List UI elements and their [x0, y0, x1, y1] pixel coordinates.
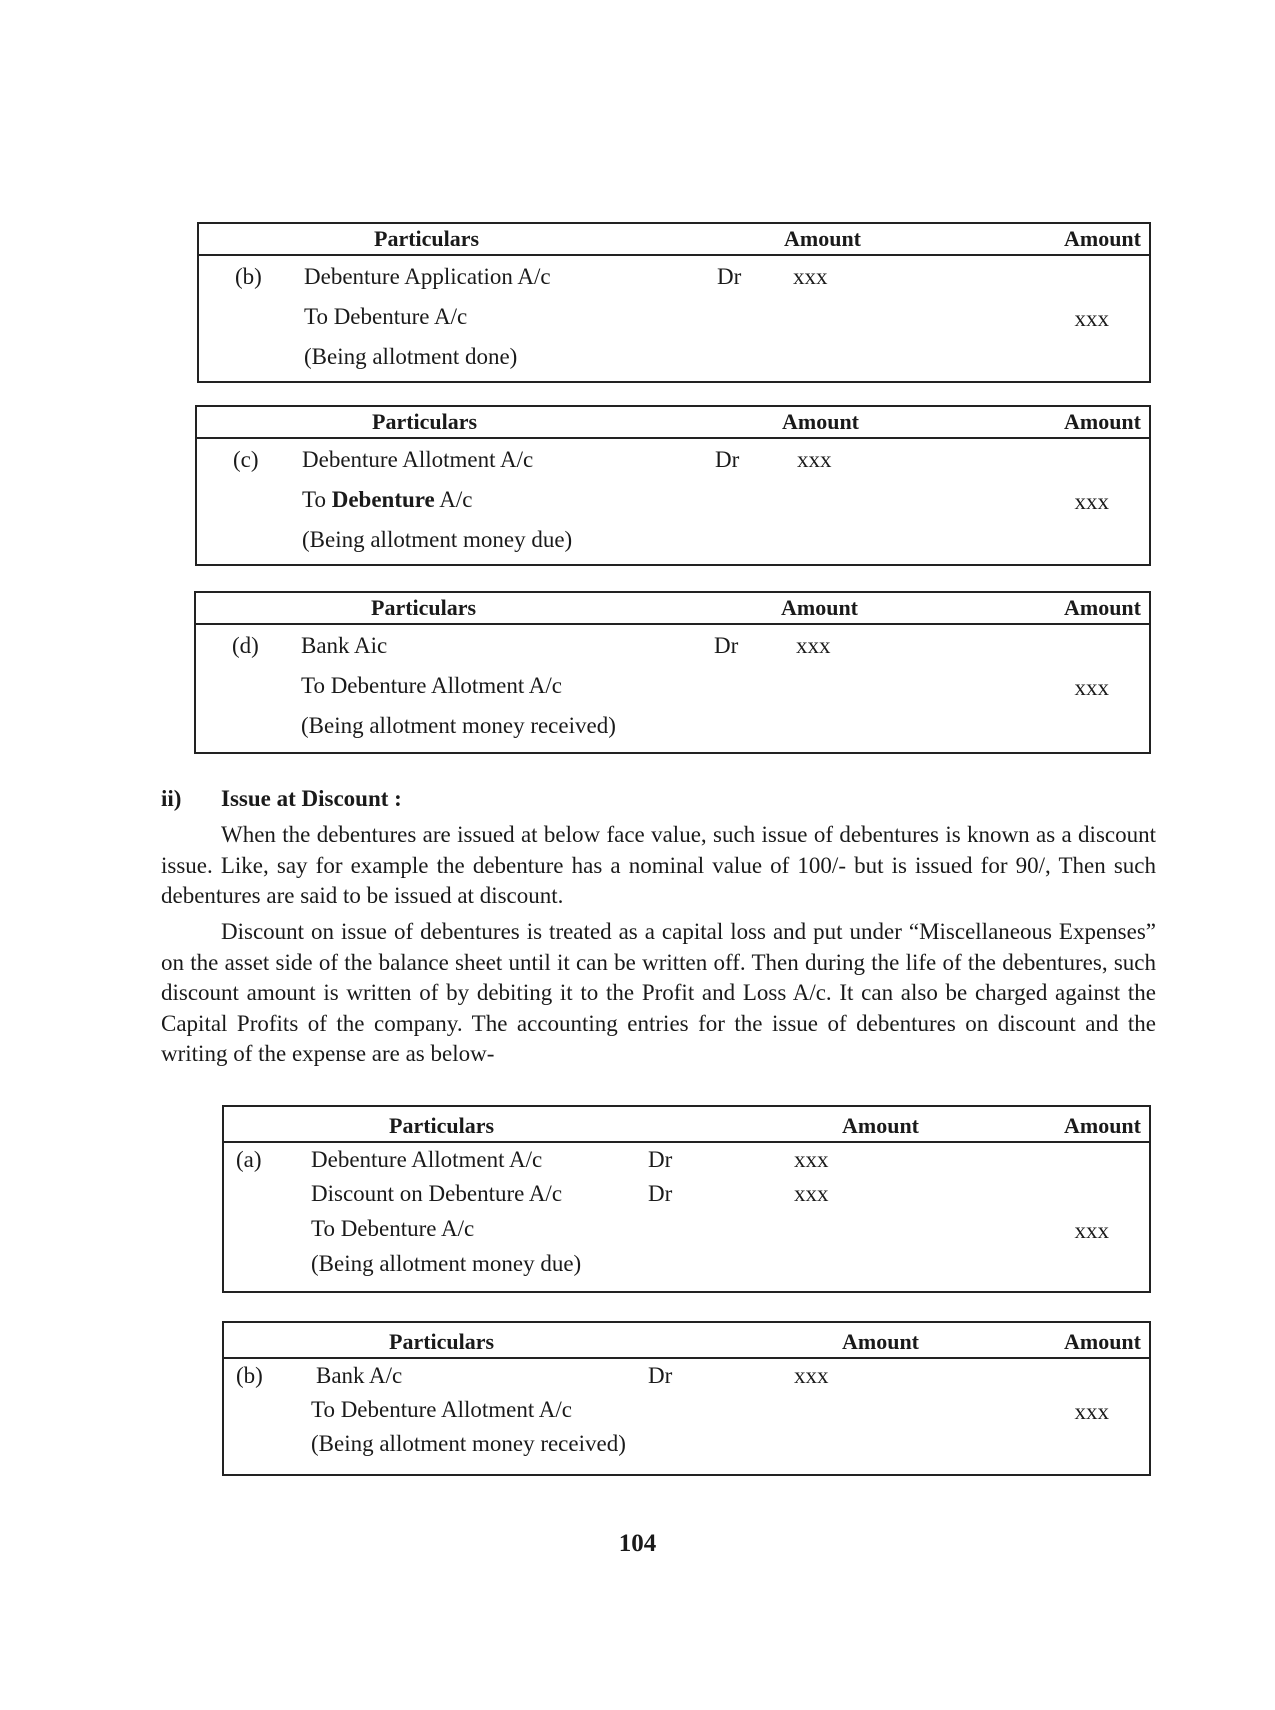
entry-label: (c) [233, 447, 259, 472]
entry-debit-account: Debenture Application A/c [304, 264, 551, 289]
table-header [199, 224, 1149, 256]
section-heading [161, 786, 402, 812]
entry-debit-amount: xxx [793, 264, 828, 289]
entry-credit-amount: xxx [1074, 306, 1109, 331]
entry-narration: (Being allotment money due) [302, 527, 573, 552]
entry-narration: (Being allotment money due) [311, 1251, 582, 1276]
table-header [196, 593, 1149, 625]
header-amount-debit: Amount [784, 226, 862, 251]
entry-dr-marker: Dr [648, 1181, 673, 1206]
journal-row [197, 523, 1149, 563]
entry-debit-amount: xxx [796, 633, 831, 658]
header-amount-debit: Amount [842, 1329, 920, 1354]
entry-credit-amount: xxx [1074, 675, 1109, 700]
header-particulars: Particulars [389, 1329, 495, 1354]
journal-row [197, 439, 1149, 481]
table-header [197, 407, 1149, 439]
entry-credit-account: To Debenture Allotment A/c [301, 673, 562, 698]
entry-narration: (Being allotment money received) [311, 1431, 626, 1456]
journal-row [196, 625, 1149, 667]
entry-debit-amount: xxx [794, 1181, 829, 1206]
entry-debit-account: Debenture Allotment A/c [302, 447, 534, 472]
journal-row [224, 1395, 1149, 1431]
entry-narration: (Being allotment money received) [301, 713, 616, 738]
header-amount-credit: Amount [1063, 595, 1141, 620]
credit-prefix: To [302, 487, 332, 512]
journal-table-c [195, 405, 1151, 566]
entry-credit-account: To Debenture Allotment A/c [311, 1397, 572, 1422]
header-particulars: Particulars [374, 226, 480, 251]
entry-dr-marker: Dr [648, 1147, 673, 1172]
entry-debit-account: Debenture Allotment A/c [311, 1147, 543, 1172]
journal-row [224, 1359, 1149, 1395]
journal-table-discount-b [222, 1321, 1151, 1476]
paragraph-2: Discount on issue of debentures is treated as a capital loss and put under “Miscellaneous Expenses” on the asset side of the balance sheet until it can be written off. Then during the life of the debentures, such discount amount is written of by debiting it to the Profit and Loss A/c. It can also be charged against the Capital Profits of the company. The accounting entries for the issue of debentures on discount and the writing of the expense are as below- [161, 919, 1156, 1066]
header-particulars: Particulars [389, 1113, 495, 1138]
entry-label: (a) [236, 1147, 262, 1172]
entry-debit-amount: xxx [794, 1363, 829, 1388]
entry-label: (b) [236, 1363, 263, 1388]
journal-table-discount-a [222, 1105, 1151, 1293]
journal-row [199, 256, 1149, 298]
header-amount-credit: Amount [1063, 1113, 1141, 1138]
header-particulars: Particulars [371, 595, 477, 620]
entry-label: (d) [232, 633, 259, 658]
entry-debit-account: Discount on Debenture A/c [311, 1181, 563, 1206]
header-amount-credit: Amount [1063, 1329, 1141, 1354]
journal-row [199, 340, 1149, 380]
section-title: Issue at Discount : [221, 786, 402, 811]
table-header [224, 1323, 1149, 1359]
page-number: 104 [618, 1530, 657, 1557]
entry-credit-amount: xxx [1074, 1399, 1109, 1424]
entry-label: (b) [235, 264, 262, 289]
entry-credit-amount: xxx [1074, 1218, 1109, 1243]
journal-table-d [194, 591, 1151, 754]
journal-row [224, 1251, 1149, 1287]
header-amount-debit: Amount [782, 409, 860, 434]
entry-debit-amount: xxx [794, 1147, 829, 1172]
entry-narration: (Being allotment done) [304, 344, 518, 369]
paragraph-1: When the debentures are issued at below face value, such issue of debentures is known as a discount issue. Like, say for example the debenture has a nominal value of 100/- but is issued for 90/, Then such debentures are said to be issued at discount. [161, 822, 1156, 908]
journal-row [224, 1143, 1149, 1179]
journal-row [224, 1215, 1149, 1251]
header-amount-credit: Amount [1063, 226, 1141, 251]
entry-credit-account: To Debenture A/c [304, 304, 468, 329]
entry-credit-account: To Debenture A/c [311, 1216, 475, 1241]
journal-row [196, 709, 1149, 751]
journal-row [224, 1179, 1149, 1215]
entry-dr-marker: Dr [715, 447, 740, 472]
journal-table-b [197, 222, 1151, 383]
journal-row [197, 481, 1149, 523]
entry-debit-account: Bank Aic [301, 633, 388, 658]
section-number: ii) [161, 786, 182, 811]
entry-dr-marker: Dr [648, 1363, 673, 1388]
entry-debit-account: Bank A/c [316, 1363, 403, 1388]
entry-credit-account [302, 487, 472, 513]
credit-account-bold: Debenture [331, 487, 435, 512]
journal-row [199, 298, 1149, 340]
journal-row [224, 1431, 1149, 1467]
header-amount-debit: Amount [842, 1113, 920, 1138]
entry-credit-amount: xxx [1074, 489, 1109, 514]
table-header [224, 1107, 1149, 1143]
entry-dr-marker: Dr [717, 264, 742, 289]
header-amount-credit: Amount [1063, 409, 1141, 434]
credit-suffix: A/c [434, 487, 473, 512]
entry-dr-marker: Dr [714, 633, 739, 658]
header-particulars: Particulars [372, 409, 478, 434]
journal-row [196, 667, 1149, 709]
entry-debit-amount: xxx [797, 447, 832, 472]
header-amount-debit: Amount [781, 595, 859, 620]
